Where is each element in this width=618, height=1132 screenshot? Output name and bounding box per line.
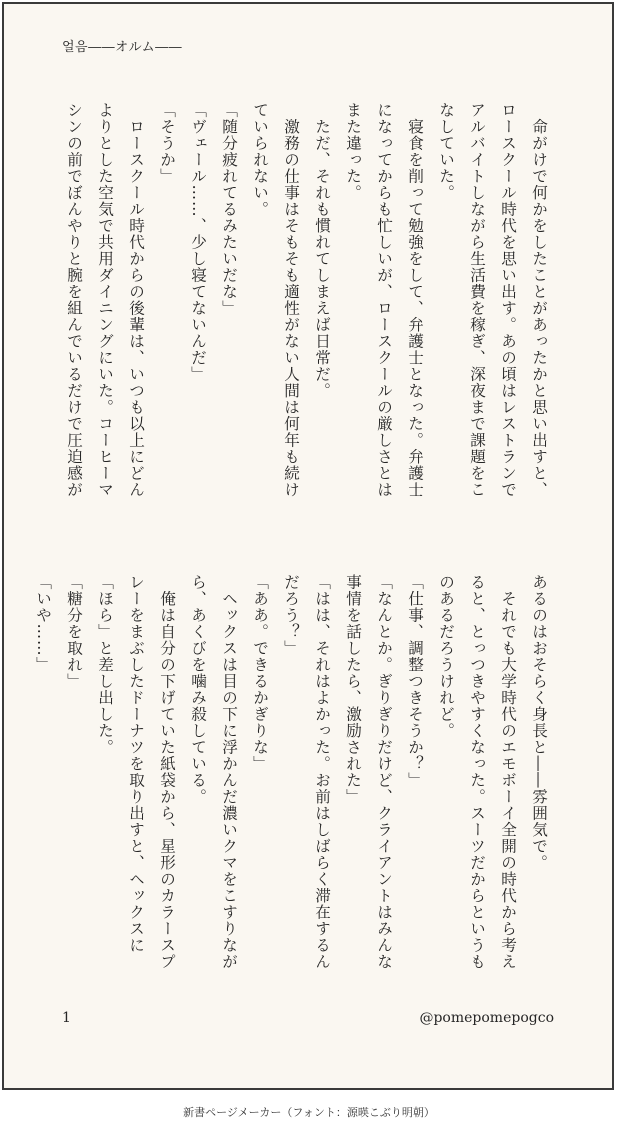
text-line: 「仕事、調整つきそうか？」 [406, 574, 424, 789]
text-line: 「なんとか。ぎりぎりだけど、クライアントはみんな [375, 574, 393, 970]
text-line: 寝食を削って勉強をして、弁護士となった。弁護士 [406, 102, 424, 498]
text-line: ヘックスは目の下に浮かんだ濃いクマをこすりなが [220, 574, 238, 970]
text-line: 「糖分を取れ」 [65, 574, 83, 690]
text-line: また違った。 [344, 102, 362, 201]
text-line: のあるだろうけれど。 [437, 574, 455, 739]
text-line: 事情を話したら、激励された」 [344, 574, 362, 805]
text-line: ていられない。 [251, 102, 269, 218]
text-line: ら、あくびを噛み殺している。 [189, 574, 207, 805]
chapter-header: 얼음――オルム―― [62, 40, 183, 55]
text-line: ると、とっつきやすくなった。スーツだからというも [468, 574, 486, 970]
text-block-top [58, 102, 554, 520]
text-line: アルバイトしながら生活費を稼ぎ、深夜まで課題をこ [468, 102, 486, 498]
text-line: ただ、それも慣れてしまえば日常だ。 [313, 102, 331, 399]
text-line: それでも大学時代のエモボーイ全開の時代から考え [499, 574, 517, 970]
text-block-bottom [27, 574, 554, 992]
text-line: 「いや……」 [34, 574, 52, 673]
text-line: レーをまぶしたドーナツを取り出すと、ヘックスに [127, 574, 145, 954]
text-line: 「ほら」と差し出した。 [96, 574, 114, 756]
text-line: になってからも忙しいが、ロースクールの厳しさとは [375, 102, 393, 498]
text-line: だろう？」 [282, 574, 300, 657]
text-line: 激務の仕事はそもそも適性がない人間は何年も続け [282, 102, 300, 498]
text-line: あるのはおそらく身長と――雰囲気で。 [530, 574, 548, 871]
text-line: ロースクール時代からの後輩は、いつも以上にどん [127, 102, 145, 498]
text-line: ロースクール時代を思い出す。あの頃はレストランで [499, 102, 517, 498]
text-line: 「ヴェール……、少し寝てないんだ」 [189, 102, 207, 383]
book-page [2, 2, 614, 1090]
author-handle: @pomepomepogco [419, 1010, 554, 1026]
generator-credit: 新書ページメーカー（フォント：源暎こぶり明朝） [183, 1106, 435, 1119]
text-line: 「そうか」 [158, 102, 176, 185]
text-line: 俺は自分の下げていた紙袋から、星形のカラースプ [158, 574, 176, 970]
text-line: なしていた。 [437, 102, 455, 201]
text-line: 「随分疲れてるみたいだな」 [220, 102, 238, 317]
text-line: シンの前でぼんやりと腕を組んでいるだけで圧迫感が [65, 102, 83, 498]
text-line: 「ああ。できるかぎりな」 [251, 574, 269, 772]
text-line: よりとした空気で共用ダイニングにいた。コーヒーマ [96, 102, 114, 498]
text-line: 「はは、それはよかった。お前はしばらく滞在するん [313, 574, 331, 970]
text-line: 命がけで何かをしたことがあったかと思い出すと、 [530, 102, 548, 498]
page-number: 1 [62, 1010, 71, 1026]
